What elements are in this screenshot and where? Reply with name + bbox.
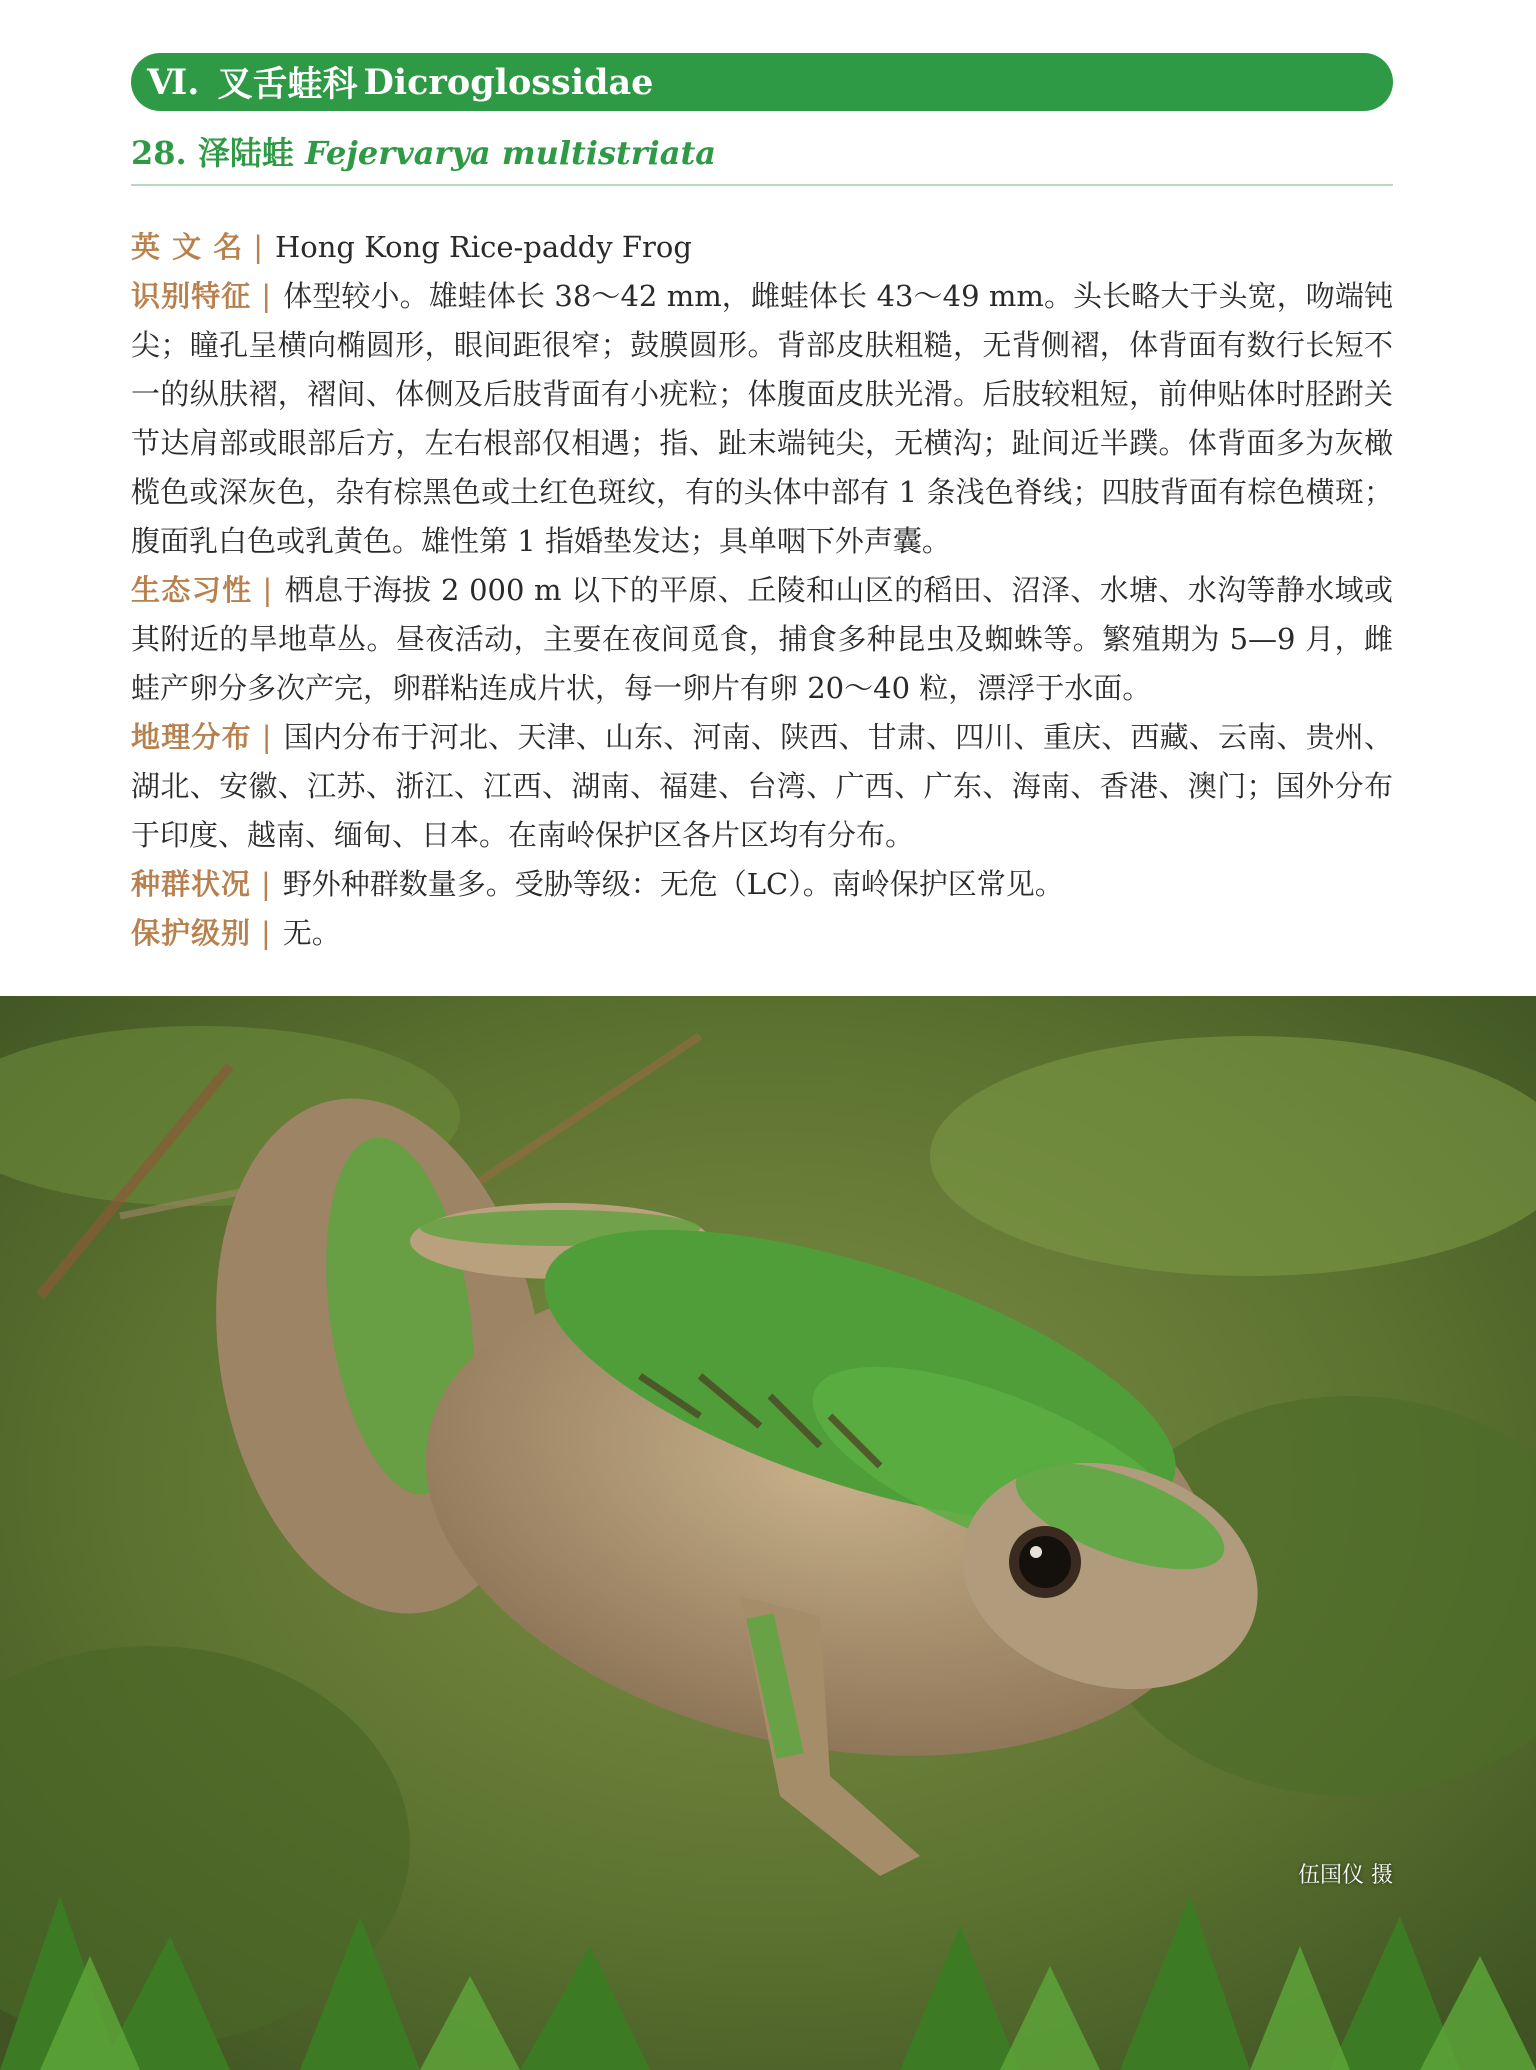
species-name-cn: 泽陆蛙 [197, 134, 294, 172]
section-text: 野外种群数量多。受胁等级：无危（LC）。南岭保护区常见。 [282, 867, 1064, 901]
photo-credit: 伍国仪 摄 [1298, 1863, 1393, 1888]
section-text: Hong Kong Rice-paddy Frog [274, 230, 692, 264]
section-distribution [131, 713, 1393, 860]
section-label: 保护级别 [131, 916, 252, 950]
section-text: 无。 [282, 916, 341, 950]
label-separator: | [262, 573, 273, 607]
section-label: 识别特征 [131, 279, 252, 313]
family-number: Ⅵ. [147, 61, 200, 103]
family-name-cn: 叉舌蛙科 [217, 64, 358, 105]
section-ecology [131, 566, 1393, 713]
section-protection [131, 909, 1393, 958]
section-label: 地理分布 [131, 720, 252, 754]
section-text: 栖息于海拔 2 000 m 以下的平原、丘陵和山区的稻田、沼泽、水塘、水沟等静水域或其附近的旱地草丛。昼夜活动，主要在夜间觅食，捕食多种昆虫及蜘蛛等。繁殖期为 5—9 月，雌蛙产卵分多次产完，卵群粘连成片状，每一卵片有卵 20～40 粒，漂浮于水面。 [131, 573, 1393, 705]
section-population [131, 860, 1393, 909]
label-separator: | [261, 916, 271, 950]
species-name-latin: Fejervarya multistriata [304, 134, 717, 172]
section-label: 生态习性 [131, 573, 253, 607]
species-description [131, 223, 1393, 958]
heading-divider [131, 184, 1393, 186]
species-number: 28. [131, 134, 187, 172]
section-identification [131, 272, 1393, 566]
section-label: 英 文 名 [131, 230, 244, 264]
family-banner [131, 53, 1393, 111]
family-name-latin: Dicroglossidae [363, 61, 654, 103]
section-text: 体型较小。雄蛙体长 38～42 mm，雌蛙体长 43～49 mm。头长略大于头宽，吻端钝尖；瞳孔呈横向椭圆形，眼间距很窄；鼓膜圆形。背部皮肤粗糙，无背侧褶，体背面有数行长短不一的纵肤褶，褶间、体侧及后肢背面有小疣粒；体腹面皮肤光滑。后肢较粗短，前伸贴体时胫跗关节达肩部或眼部后方，左右根部仅相遇；指、趾末端钝尖，无横沟；趾间近半蹼。体背面多为灰橄榄色或深灰色，杂有棕黑色或土红色斑纹，有的头体中部有 1 条浅色脊线；四肢背面有棕色横斑；腹面乳白色或乳黄色。雄性第 1 指婚垫发达；具单咽下外声囊。 [131, 279, 1393, 558]
label-separator: | [261, 867, 271, 901]
section-text: 国内分布于河北、天津、山东、河南、陕西、甘肃、四川、重庆、西藏、云南、贵州、湖北、安徽、江苏、浙江、江西、湖南、福建、台湾、广西、广东、海南、香港、澳门；国外分布于印度、越南、缅甸、日本。在南岭保护区各片区均有分布。 [131, 720, 1393, 852]
species-heading [131, 128, 716, 174]
frog-photo-illustration [0, 996, 1536, 2070]
label-separator: | [253, 230, 263, 264]
section-label: 种群状况 [131, 867, 252, 901]
frog-photo [0, 996, 1536, 2070]
label-separator: | [261, 720, 272, 754]
section-english-name [131, 223, 1393, 272]
label-separator: | [261, 279, 272, 313]
